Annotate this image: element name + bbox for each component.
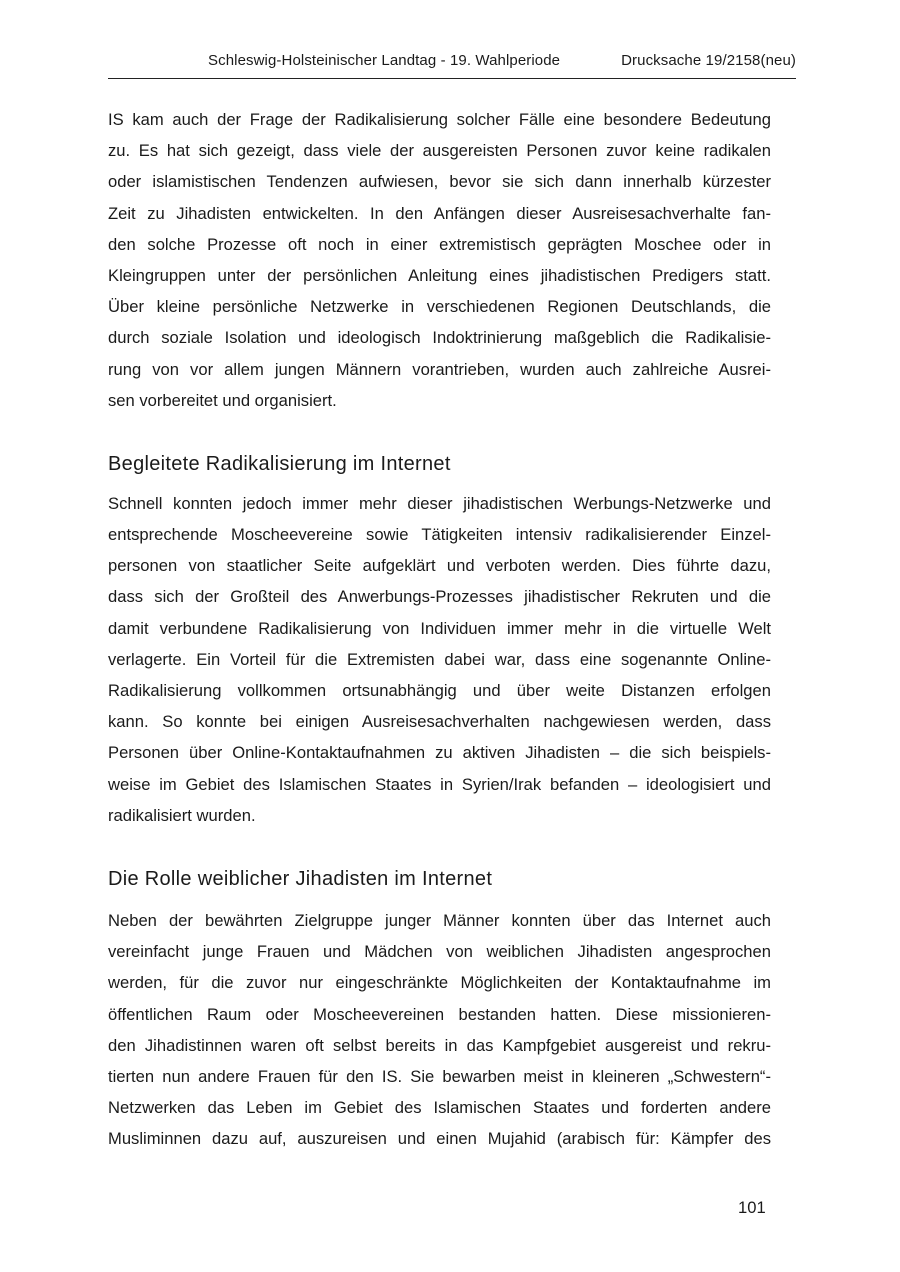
text-line: werden, für die zuvor nur eingeschränkte Möglichkeiten der Kontaktaufnahme im (108, 973, 771, 993)
text-line: Radikalisierung vollkommen ortsunabhängig und über weite Distanzen erfolgen (108, 681, 771, 700)
text-line: entsprechende Moscheevereine sowie Tätigkeiten intensiv radikalisierender Einzel- (108, 525, 771, 545)
text-line: weise im Gebiet des Islamischen Staates in Syrien/Irak befanden – ideologisiert und (108, 774, 771, 794)
text-line: tierten nun andere Frauen für den IS. Sie bewarben meist in kleineren „Schwestern“- (108, 1066, 771, 1086)
header-title: Schleswig-Holsteinischer Landtag - 19. Wahlperiode (208, 52, 561, 69)
text-line: Personen über Online-Kontaktaufnahmen zu aktiven Jihadisten – die sich beispiels- (108, 743, 771, 763)
text-line: IS kam auch der Frage der Radikalisierung solcher Fälle eine besondere Bedeutung (108, 110, 771, 129)
text-line: Zeit zu Jihadisten entwickelten. In den Anfängen dieser Ausreisesachverhalte fan- (108, 203, 771, 223)
text-line: öffentlichen Raum oder Moscheevereinen bestanden hatten. Diese missionieren- (108, 1004, 771, 1024)
text-line: durch soziale Isolation und ideologisch Indoktrinierung maßgeblich die Radikalisie- (108, 328, 771, 348)
section-heading-internet-radicalisation: Begleitete Radikalisierung im Internet (108, 452, 451, 475)
text-line: dass sich der Großteil des Anwerbungs-Prozesses jihadistischer Rekruten und die (108, 587, 771, 607)
text-line: Netzwerken das Leben im Gebiet des Islamischen Staates und forderten andere (108, 1098, 771, 1118)
text-line: Musliminnen dazu auf, auszureisen und einen Mujahid (arabisch für: Kämpfer des (108, 1129, 771, 1149)
page-header (108, 50, 796, 79)
text-line: vereinfacht junge Frauen und Mädchen von weiblichen Jihadisten angesprochen (108, 942, 771, 962)
text-line: zu. Es hat sich gezeigt, dass viele der ausgereisten Personen zuvor keine radikalen (108, 141, 771, 161)
paragraph-female-jihadists (108, 905, 771, 1155)
text-line: Kleingruppen unter der persönlichen Anleitung eines jihadistischen Predigers statt. (108, 265, 771, 285)
text-line: radikalisiert wurden. (108, 805, 256, 825)
text-line: Über kleine persönliche Netzwerke in verschiedenen Regionen Deutschlands, die (108, 297, 771, 317)
text-line: verlagerte. Ein Vorteil für die Extremisten dabei war, dass eine sogenannte Online- (108, 649, 771, 669)
section-heading-female-jihadists: Die Rolle weiblicher Jihadisten im Internet (108, 867, 493, 890)
text-line: den solche Prozesse oft noch in einer extremistisch geprägten Moschee oder in (108, 234, 771, 254)
paragraph-online-radicalisation (108, 488, 771, 831)
header-document-number: Drucksache 19/2158(neu) (621, 52, 796, 69)
text-line: personen von staatlicher Seite aufgeklärt und verboten werden. Dies führte dazu, (108, 556, 771, 576)
text-line: damit verbundene Radikalisierung von Individuen immer mehr in die virtuelle Welt (108, 618, 771, 638)
text-line: rung von vor allem jungen Männern vorantrieben, wurden auch zahlreiche Ausrei- (108, 359, 771, 379)
text-line: den Jihadistinnen waren oft selbst bereits in das Kampfgebiet ausgereist und rekru- (108, 1035, 771, 1055)
paragraph-radicalisation (108, 104, 771, 416)
text-line: kann. So konnte bei einigen Ausreisesachverhalten nachgewiesen werden, dass (108, 712, 771, 732)
page-number: 101 (738, 1198, 766, 1217)
text-line: oder islamistischen Tendenzen aufwiesen, bevor sie sich dann innerhalb kürzester (108, 172, 771, 192)
text-line: Schnell konnten jedoch immer mehr dieser jihadistischen Werbungs-Netzwerke und (108, 493, 771, 513)
text-line: sen vorbereitet und organisiert. (108, 390, 337, 410)
text-line: Neben der bewährten Zielgruppe junger Männer konnten über das Internet auch (108, 910, 771, 930)
page-content (108, 104, 771, 1154)
